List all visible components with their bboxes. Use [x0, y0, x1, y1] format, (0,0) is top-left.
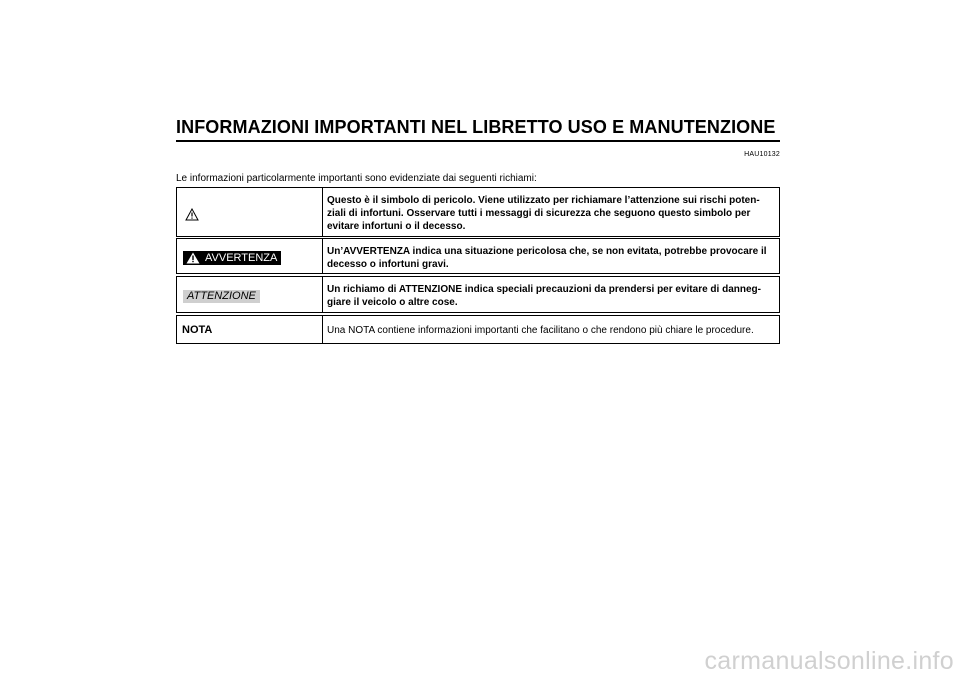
warning-label [183, 251, 281, 265]
reference-code: HAU10132 [744, 151, 780, 158]
row-divider [322, 316, 323, 343]
warning-row [176, 238, 780, 274]
watermark: carmanualsonline.info [704, 647, 954, 675]
row-divider [322, 277, 323, 312]
hazard-description: Questo è il simbolo di pericolo. Viene utilizzato per richiamare l’attenzione sui rischi poten-ziali di infortuni. Osservare tutti i messaggi di sicurezza che seguono questo simbolo per evitare infortuni o il decesso. [327, 195, 760, 232]
warning-triangle-icon [186, 252, 200, 264]
note-row [176, 315, 780, 344]
caution-description: Un richiamo di ATTENZIONE indica speciali precauzioni da prendersi per evitare di danneg-giare il veicolo o altre cose. [327, 284, 761, 308]
warning-description: Un’AVVERTENZA indica una situazione pericolosa che, se non evitata, potrebbe provocare il decesso o infortuni gravi. [327, 246, 767, 270]
row-divider [322, 188, 323, 236]
caution-row [176, 276, 780, 313]
caution-label: ATTENZIONE [183, 290, 260, 303]
intro-text: Le informazioni particolarmente importanti sono evidenziate dai seguenti richiami: [176, 173, 537, 184]
title-rule [176, 140, 780, 142]
hazard-symbol-row [176, 187, 780, 237]
warning-label-text: AVVERTENZA [205, 252, 278, 264]
row-divider [322, 239, 323, 273]
page-title: INFORMAZIONI IMPORTANTI NEL LIBRETTO USO E MANUTENZIONE [176, 117, 776, 137]
note-label: NOTA [182, 324, 213, 336]
note-description: Una NOTA contiene informazioni importanti che facilitano o che rendono più chiare le procedure. [327, 325, 754, 336]
warning-triangle-icon [185, 208, 199, 221]
